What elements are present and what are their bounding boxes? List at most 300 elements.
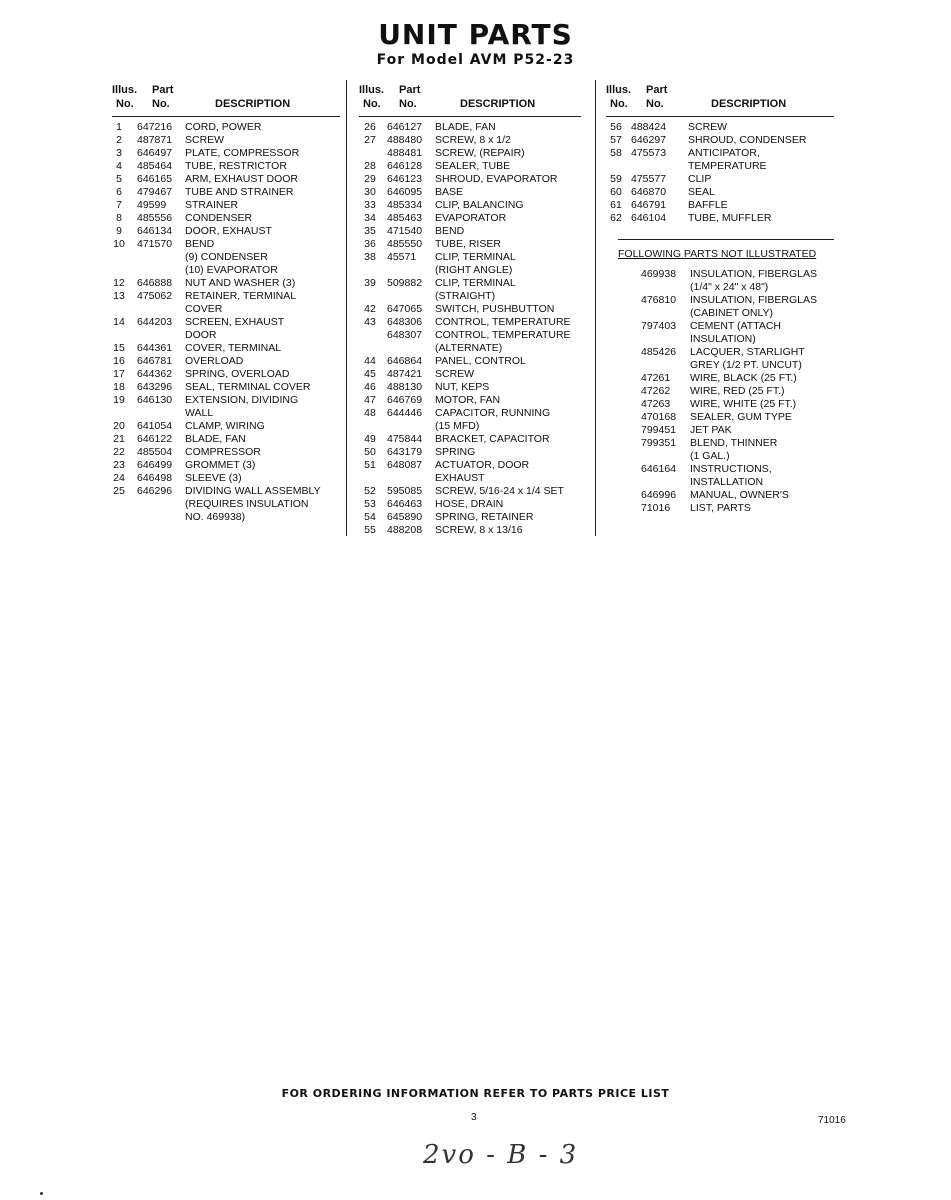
illus-number: 29 xyxy=(364,173,376,185)
part-description: NUT AND WASHER (3) xyxy=(185,277,296,289)
illus-number: 21 xyxy=(113,433,125,445)
part-description: CEMENT (ATTACH xyxy=(690,320,781,332)
header-part: Part xyxy=(152,84,174,96)
part-description: INSTRUCTIONS, xyxy=(690,463,772,475)
part-description: SCREW xyxy=(185,134,225,146)
part-row xyxy=(112,420,340,433)
part-number: 644362 xyxy=(137,368,173,380)
illus-number: 27 xyxy=(364,134,376,146)
not-illustrated-row xyxy=(606,268,834,281)
part-description: MOTOR, FAN xyxy=(435,394,501,406)
header-illus: Illus. xyxy=(359,84,385,96)
part-description: (1/4" x 24" x 48") xyxy=(690,281,769,293)
illus-number: 53 xyxy=(364,498,376,510)
part-row xyxy=(606,147,834,160)
part-description: (ALTERNATE) xyxy=(435,342,503,354)
header-no: No. xyxy=(363,98,381,110)
part-number: 475844 xyxy=(387,433,423,445)
part-description: TUBE, MUFFLER xyxy=(688,212,772,224)
part-number: 646781 xyxy=(137,355,173,367)
model-subtitle: For Model AVM P52-23 xyxy=(376,52,575,68)
part-description: TUBE, RESTRICTOR xyxy=(185,160,287,172)
part-description: ANTICIPATOR, xyxy=(688,147,760,159)
part-number: 485464 xyxy=(137,160,173,172)
illus-number: 51 xyxy=(364,459,376,471)
not-illustrated-row xyxy=(606,385,834,398)
part-row xyxy=(112,238,340,251)
part-description: (1 GAL.) xyxy=(690,450,730,462)
illus-number: 4 xyxy=(116,160,122,172)
part-number: 797403 xyxy=(641,320,677,332)
not-illustrated-row xyxy=(606,398,834,411)
part-row xyxy=(359,485,581,498)
part-row xyxy=(112,381,340,394)
not-illustrated-row xyxy=(606,489,834,502)
illus-number: 19 xyxy=(113,394,125,406)
not-illustrated-list xyxy=(606,260,834,515)
not-illustrated-row xyxy=(606,372,834,385)
part-number: 641054 xyxy=(137,420,173,432)
part-description: CLIP, BALANCING xyxy=(435,199,524,211)
not-illustrated-row xyxy=(606,476,834,489)
illus-number: 44 xyxy=(364,355,376,367)
illus-number: 23 xyxy=(113,459,125,471)
not-illustrated-row xyxy=(606,307,834,320)
illus-number: 38 xyxy=(364,251,376,263)
parts-column-2 xyxy=(359,80,581,537)
part-description: OVERLOAD xyxy=(185,355,244,367)
part-row xyxy=(359,212,581,225)
part-description: TEMPERATURE xyxy=(688,160,767,172)
part-row xyxy=(112,225,340,238)
part-row xyxy=(606,212,834,225)
part-description: BLADE, FAN xyxy=(185,433,246,445)
part-description: ACTUATOR, DOOR xyxy=(435,459,530,471)
part-row xyxy=(359,186,581,199)
part-description: CLIP, TERMINAL xyxy=(435,251,516,263)
part-description: INSTALLATION xyxy=(690,476,764,488)
part-number: 47261 xyxy=(641,372,671,384)
part-number: 646497 xyxy=(137,147,173,159)
illus-number: 30 xyxy=(364,186,376,198)
part-number: 471540 xyxy=(387,225,423,237)
part-row xyxy=(112,511,340,524)
part-description: LIST, PARTS xyxy=(690,502,751,514)
part-row xyxy=(359,355,581,368)
illus-number: 54 xyxy=(364,511,376,523)
part-description: INSULATION, FIBERGLAS xyxy=(690,268,817,280)
part-description: COMPRESSOR xyxy=(185,446,261,458)
header-no: No. xyxy=(610,98,628,110)
illus-number: 45 xyxy=(364,368,376,380)
not-illustrated-row xyxy=(606,333,834,346)
header-part: Part xyxy=(646,84,668,96)
part-number: 646122 xyxy=(137,433,173,445)
part-row xyxy=(112,498,340,511)
part-number: 646104 xyxy=(631,212,667,224)
part-row xyxy=(112,342,340,355)
illus-number: 36 xyxy=(364,238,376,250)
part-description: PLATE, COMPRESSOR xyxy=(185,147,300,159)
part-number: 595085 xyxy=(387,485,423,497)
part-number: 45571 xyxy=(387,251,417,263)
column-header xyxy=(359,80,581,117)
part-description: SHROUD, CONDENSER xyxy=(688,134,807,146)
part-row xyxy=(359,394,581,407)
part-row xyxy=(359,277,581,290)
part-row xyxy=(359,342,581,355)
part-description: SCREW, 5/16-24 x 1/4 SET xyxy=(435,485,564,497)
parts-list xyxy=(606,117,834,225)
part-number: 646791 xyxy=(631,199,667,211)
part-description: BEND xyxy=(435,225,465,237)
part-row xyxy=(112,251,340,264)
part-row xyxy=(112,173,340,186)
part-description: DIVIDING WALL ASSEMBLY xyxy=(185,485,321,497)
header-description: DESCRIPTION xyxy=(215,98,291,110)
page-title: UNIT PARTS xyxy=(378,18,573,51)
part-description: GROMMET (3) xyxy=(185,459,256,471)
part-number: 644361 xyxy=(137,342,173,354)
part-row xyxy=(359,160,581,173)
part-number: 646297 xyxy=(631,134,667,146)
column-header xyxy=(112,80,340,117)
part-number: 470168 xyxy=(641,411,677,423)
part-description: CONTROL, TEMPERATURE xyxy=(435,329,571,341)
illus-number: 5 xyxy=(116,173,122,185)
part-description: PANEL, CONTROL xyxy=(435,355,526,367)
part-number: 485334 xyxy=(387,199,423,211)
part-number: 647216 xyxy=(137,121,173,133)
part-description: CAPACITOR, RUNNING xyxy=(435,407,551,419)
part-row xyxy=(359,407,581,420)
part-description: COVER xyxy=(185,303,223,315)
part-description: BEND xyxy=(185,238,215,250)
part-row xyxy=(112,433,340,446)
part-description: WIRE, WHITE (25 FT.) xyxy=(690,398,797,410)
illus-number: 9 xyxy=(116,225,122,237)
part-number: 645890 xyxy=(387,511,423,523)
part-description: SLEEVE (3) xyxy=(185,472,242,484)
part-number: 646996 xyxy=(641,489,677,501)
part-row xyxy=(112,303,340,316)
part-row xyxy=(359,173,581,186)
illus-number: 15 xyxy=(113,342,125,354)
part-description: JET PAK xyxy=(690,424,732,436)
part-description: NUT, KEPS xyxy=(435,381,490,393)
part-row xyxy=(359,238,581,251)
part-description: SCREEN, EXHAUST xyxy=(185,316,285,328)
part-number: 646164 xyxy=(641,463,677,475)
not-illustrated-row xyxy=(606,463,834,476)
part-number: 646134 xyxy=(137,225,173,237)
part-description: INSULATION) xyxy=(690,333,756,345)
illus-number: 8 xyxy=(116,212,122,224)
part-number: 485556 xyxy=(137,212,173,224)
illus-number: 3 xyxy=(116,147,122,159)
part-description: CLAMP, WIRING xyxy=(185,420,265,432)
not-illustrated-row xyxy=(606,294,834,307)
part-row xyxy=(359,459,581,472)
part-row xyxy=(359,264,581,277)
part-number: 646870 xyxy=(631,186,667,198)
part-row xyxy=(359,498,581,511)
not-illustrated-row xyxy=(606,411,834,424)
header-no: No. xyxy=(152,98,170,110)
illus-number: 50 xyxy=(364,446,376,458)
part-description: GREY (1/2 PT. UNCUT) xyxy=(690,359,802,371)
part-row xyxy=(359,329,581,342)
part-number: 47263 xyxy=(641,398,671,410)
not-illustrated-row xyxy=(606,437,834,450)
part-number: 648306 xyxy=(387,316,423,328)
part-description: EXHAUST xyxy=(435,472,485,484)
illus-number: 35 xyxy=(364,225,376,237)
part-description: SEAL xyxy=(688,186,715,198)
part-description: BASE xyxy=(435,186,464,198)
part-row xyxy=(112,290,340,303)
part-number: 648307 xyxy=(387,329,423,341)
part-number: 487871 xyxy=(137,134,173,146)
part-description: SHROUD, EVAPORATOR xyxy=(435,173,558,185)
part-description: SWITCH, PUSHBUTTON xyxy=(435,303,555,315)
part-number: 488130 xyxy=(387,381,423,393)
illus-number: 10 xyxy=(113,238,125,250)
part-number: 643179 xyxy=(387,446,423,458)
part-row xyxy=(112,394,340,407)
header-no: No. xyxy=(646,98,664,110)
part-number: 646165 xyxy=(137,173,173,185)
not-illustrated-row xyxy=(606,320,834,333)
document-number: 71016 xyxy=(818,1115,846,1126)
handwritten-note: 2vo - B - 3 xyxy=(423,1140,579,1170)
illus-number: 43 xyxy=(364,316,376,328)
parts-list xyxy=(112,117,340,524)
part-row xyxy=(359,251,581,264)
part-row xyxy=(112,134,340,147)
part-row xyxy=(112,368,340,381)
header-description: DESCRIPTION xyxy=(460,98,536,110)
part-number: 479467 xyxy=(137,186,173,198)
part-description: INSULATION, FIBERGLAS xyxy=(690,294,817,306)
illus-number: 16 xyxy=(113,355,125,367)
part-number: 646499 xyxy=(137,459,173,471)
illus-number: 22 xyxy=(113,446,125,458)
part-description: BLADE, FAN xyxy=(435,121,496,133)
part-row xyxy=(112,472,340,485)
part-row xyxy=(112,459,340,472)
part-row xyxy=(112,212,340,225)
part-description: SCREW, 8 x 1/2 xyxy=(435,134,511,146)
illus-number: 1 xyxy=(116,121,122,133)
part-description: STRAINER xyxy=(185,199,239,211)
part-description: (REQUIRES INSULATION xyxy=(185,498,309,510)
part-description: SPRING xyxy=(435,446,476,458)
part-number: 475577 xyxy=(631,173,667,185)
part-description: (RIGHT ANGLE) xyxy=(435,264,513,276)
part-number: 485504 xyxy=(137,446,173,458)
illus-number: 56 xyxy=(610,121,622,133)
part-description: SEAL, TERMINAL COVER xyxy=(185,381,311,393)
illus-number: 13 xyxy=(113,290,125,302)
part-description: TUBE AND STRAINER xyxy=(185,186,294,198)
part-description: EXTENSION, DIVIDING xyxy=(185,394,299,406)
part-number: 485426 xyxy=(641,346,677,358)
not-illustrated-row xyxy=(606,346,834,359)
part-row xyxy=(606,173,834,186)
not-illustrated-row xyxy=(606,502,834,515)
part-description: (CABINET ONLY) xyxy=(690,307,774,319)
illus-number: 20 xyxy=(113,420,125,432)
part-number: 646864 xyxy=(387,355,423,367)
illus-number: 17 xyxy=(113,368,125,380)
header-part: Part xyxy=(399,84,421,96)
part-number: 476810 xyxy=(641,294,677,306)
header-illus: Illus. xyxy=(112,84,138,96)
header-no: No. xyxy=(399,98,417,110)
column-divider xyxy=(346,80,347,536)
part-row xyxy=(112,186,340,199)
part-row xyxy=(606,199,834,212)
part-row xyxy=(359,511,581,524)
part-description: SCREW xyxy=(688,121,728,133)
not-illustrated-row xyxy=(606,450,834,463)
part-number: 475573 xyxy=(631,147,667,159)
part-number: 485463 xyxy=(387,212,423,224)
part-row xyxy=(359,134,581,147)
part-row xyxy=(112,147,340,160)
part-description: SEALER, TUBE xyxy=(435,160,511,172)
part-row xyxy=(112,329,340,342)
part-row xyxy=(112,407,340,420)
part-row xyxy=(112,446,340,459)
part-number: 646463 xyxy=(387,498,423,510)
part-description: CLIP, TERMINAL xyxy=(435,277,516,289)
part-row xyxy=(112,485,340,498)
part-description: TUBE, RISER xyxy=(435,238,501,250)
part-number: 488481 xyxy=(387,147,423,159)
part-number: 644446 xyxy=(387,407,423,419)
part-number: 646095 xyxy=(387,186,423,198)
part-description: CLIP xyxy=(688,173,712,185)
part-row xyxy=(359,524,581,537)
illus-number: 57 xyxy=(610,134,622,146)
parts-list xyxy=(359,117,581,537)
part-row xyxy=(359,368,581,381)
part-row xyxy=(606,134,834,147)
part-description: (STRAIGHT) xyxy=(435,290,496,302)
part-description: WIRE, RED (25 FT.) xyxy=(690,385,785,397)
not-illustrated-row xyxy=(606,359,834,372)
illus-number: 55 xyxy=(364,524,376,536)
part-description: (10) EVAPORATOR xyxy=(185,264,278,276)
part-description: WIRE, BLACK (25 FT.) xyxy=(690,372,797,384)
part-number: 49599 xyxy=(137,199,167,211)
part-number: 644203 xyxy=(137,316,173,328)
illus-number: 42 xyxy=(364,303,376,315)
part-description: WALL xyxy=(185,407,214,419)
part-description: CORD, POWER xyxy=(185,121,262,133)
illus-number: 60 xyxy=(610,186,622,198)
illus-number: 18 xyxy=(113,381,125,393)
part-row xyxy=(359,303,581,316)
illus-number: 58 xyxy=(610,147,622,159)
part-description: SPRING, RETAINER xyxy=(435,511,534,523)
page-number: 3 xyxy=(471,1112,477,1123)
illus-number: 28 xyxy=(364,160,376,172)
part-number: 646130 xyxy=(137,394,173,406)
part-description: COVER, TERMINAL xyxy=(185,342,282,354)
part-row xyxy=(359,420,581,433)
illus-number: 12 xyxy=(113,277,125,289)
part-number: 799351 xyxy=(641,437,677,449)
illus-number: 33 xyxy=(364,199,376,211)
part-row xyxy=(112,355,340,368)
illus-number: 59 xyxy=(610,173,622,185)
part-description: ARM, EXHAUST DOOR xyxy=(185,173,298,185)
part-number: 488208 xyxy=(387,524,423,536)
part-number: 647065 xyxy=(387,303,423,315)
part-description: LACQUER, STARLIGHT xyxy=(690,346,805,358)
part-description: SPRING, OVERLOAD xyxy=(185,368,290,380)
part-number: 71016 xyxy=(641,502,671,514)
part-number: 646123 xyxy=(387,173,423,185)
illus-number: 47 xyxy=(364,394,376,406)
part-number: 646769 xyxy=(387,394,423,406)
part-description: (9) CONDENSER xyxy=(185,251,268,263)
scan-speck xyxy=(40,1192,43,1195)
part-number: 646127 xyxy=(387,121,423,133)
part-row xyxy=(112,277,340,290)
part-number: 485550 xyxy=(387,238,423,250)
part-row xyxy=(359,290,581,303)
part-description: SCREW xyxy=(435,368,475,380)
part-number: 509882 xyxy=(387,277,423,289)
illus-number: 2 xyxy=(116,134,122,146)
part-description: BLEND, THINNER xyxy=(690,437,778,449)
illus-number: 14 xyxy=(113,316,125,328)
part-number: 475062 xyxy=(137,290,173,302)
not-illustrated-row xyxy=(606,424,834,437)
part-number: 799451 xyxy=(641,424,677,436)
part-description: RETAINER, TERMINAL xyxy=(185,290,297,302)
parts-column-3 xyxy=(606,80,834,515)
illus-number: 24 xyxy=(113,472,125,484)
part-number: 646296 xyxy=(137,485,173,497)
part-row xyxy=(112,316,340,329)
illus-number: 6 xyxy=(116,186,122,198)
illus-number: 62 xyxy=(610,212,622,224)
part-description: CONDENSER xyxy=(185,212,253,224)
part-row xyxy=(112,160,340,173)
part-row xyxy=(606,160,834,173)
part-description: SCREW, 8 x 13/16 xyxy=(435,524,523,536)
header-no: No. xyxy=(116,98,134,110)
part-description: BAFFLE xyxy=(688,199,728,211)
part-description: DOOR, EXHAUST xyxy=(185,225,272,237)
part-row xyxy=(359,316,581,329)
part-row xyxy=(606,121,834,134)
part-number: 488480 xyxy=(387,134,423,146)
part-number: 488424 xyxy=(631,121,667,133)
part-row xyxy=(359,446,581,459)
part-number: 469938 xyxy=(641,268,677,280)
part-row xyxy=(112,264,340,277)
illus-number: 49 xyxy=(364,433,376,445)
header-description: DESCRIPTION xyxy=(711,98,787,110)
part-row xyxy=(359,225,581,238)
illus-number: 46 xyxy=(364,381,376,393)
